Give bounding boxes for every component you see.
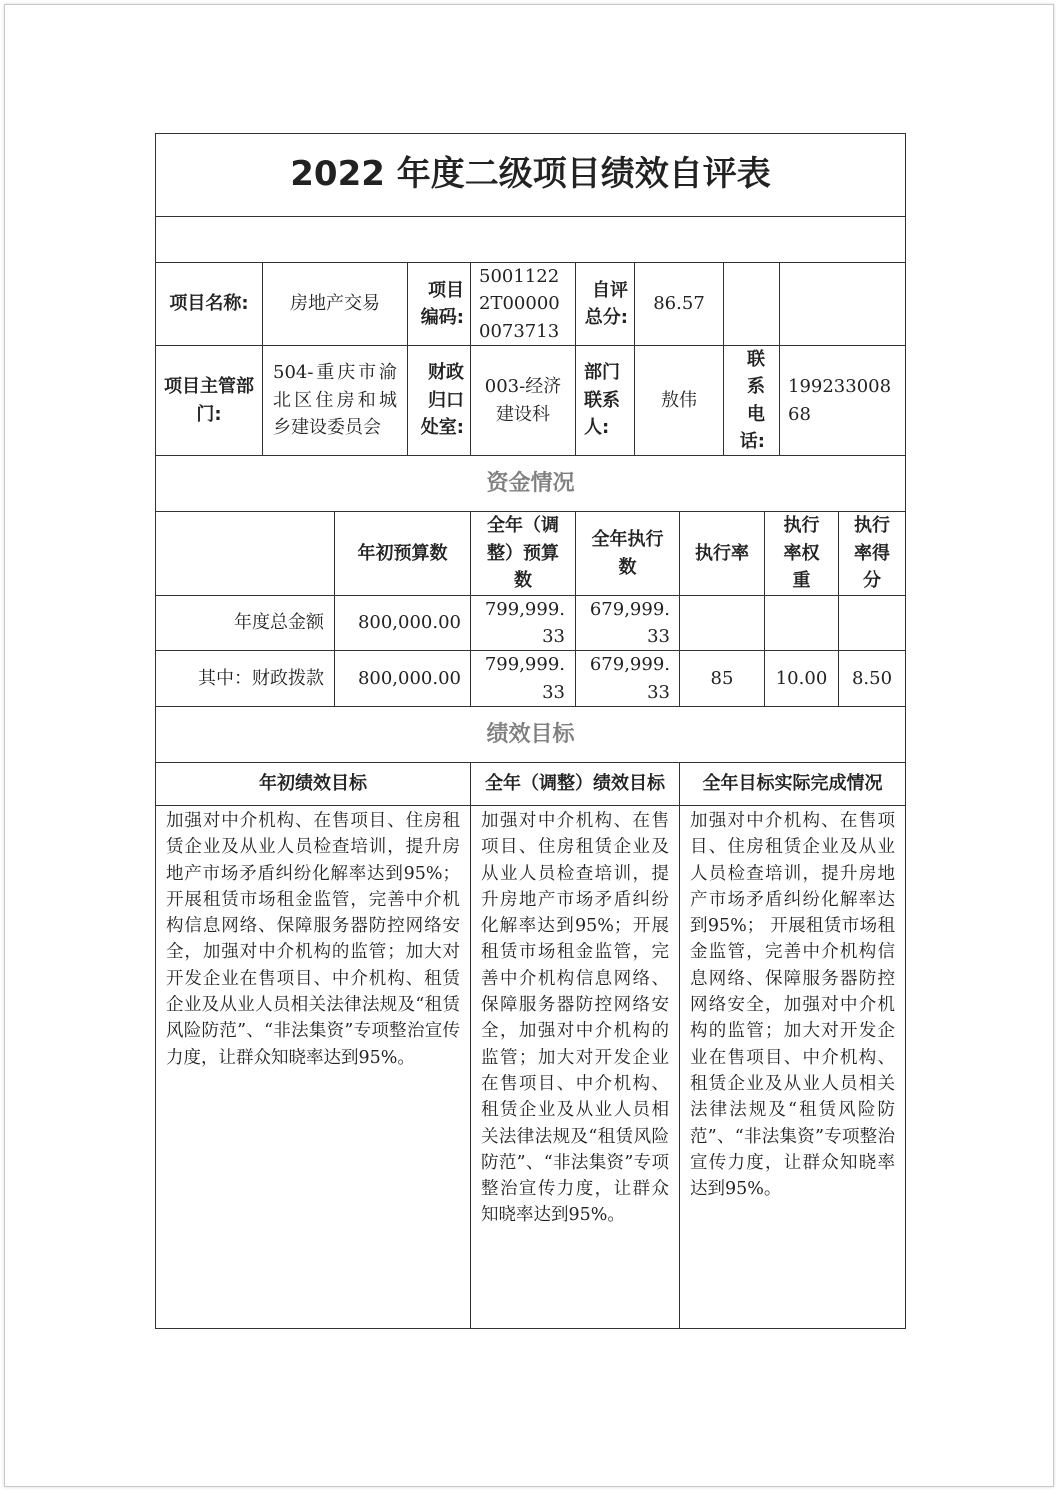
goals-section-title: 绩效目标: [486, 721, 575, 747]
finance-value: 003-经济建设科: [484, 376, 562, 425]
funds-row-executed: 679,999.33: [589, 654, 670, 703]
funds-row-adjusted: 799,999.33: [484, 598, 565, 647]
goals-actual-text: 加强对中介机构、在售项目、住房租赁企业及从业人员检查培训，提升房地产市场矛盾纠纷化解率达到95%； 开展租赁市场租金监管，完善中介机构信息网络、保障服务器防控网络安全，加强对中介机构的监管；加大对开发企业在售项目、中介机构、租赁企业及从业人员相关法律法规及“租赁风险防范”、“非法集资”专项整治宣传力度，让群众知晓率达到95%。: [690, 811, 895, 1200]
funds-row-score: [839, 596, 905, 650]
project-name-value: 房地产交易: [290, 293, 380, 315]
funds-row-rate: 85: [710, 667, 734, 689]
funds-header-rate: 执行率: [695, 542, 749, 564]
finance-label: 财政归口处室:: [420, 362, 464, 439]
goals-header-initial: 年初绩效目标: [259, 773, 367, 795]
contact-label: 部门联系人:: [584, 362, 620, 439]
goals-header-adjusted: 全年（调整）绩效目标: [485, 773, 665, 795]
funds-row-weight: [765, 596, 838, 650]
phone-label: 联系电话:: [739, 348, 765, 452]
dept-label: 项目主管部门:: [164, 376, 254, 425]
funds-row-initial: 800,000.00: [357, 667, 461, 689]
funds-row-initial: 800,000.00: [357, 612, 461, 634]
goals-adjusted-text: 加强对中介机构、在售项目、住房租赁企业及从业人员检查培训，提升房地产市场矛盾纠纷化解率达到95%；开展租赁市场租金监管，完善中介机构信息网络、保障服务器防控网络安全，加强对中介机构的监管；加大对开发企业在售项目、中介机构、租赁企业及从业人员相关法律法规及“租赁风险防范”、“非法集资”专项整治宣传力度，让群众知晓率达到95%。: [481, 811, 669, 1226]
score-label: 自评总分:: [584, 279, 628, 328]
funds-row-weight: 10.00: [775, 667, 828, 689]
project-code-label: 项目编码:: [420, 279, 464, 328]
funds-header-initial: 年初预算数: [357, 542, 448, 564]
funds-header-score: 执行率得分: [854, 515, 890, 592]
funds-row-adjusted: 799,999.33: [484, 654, 565, 703]
contact-value: 敖伟: [661, 389, 697, 411]
funds-section-title: 资金情况: [486, 470, 575, 496]
project-name-label: 项目名称:: [169, 293, 249, 315]
page-title: 2022 年度二级项目绩效自评表: [290, 154, 771, 195]
funds-header-weight: 执行率权重: [783, 515, 820, 592]
funds-row-score: 8.50: [851, 667, 893, 689]
score-value: 86.57: [653, 293, 705, 315]
funds-row-executed: 679,999.33: [589, 598, 670, 647]
dept-value: 504-重庆市渝北区住房和城乡建设委员会: [273, 362, 397, 439]
funds-row-label: 其中：财政拨款: [198, 667, 324, 689]
goals-header-actual: 全年目标实际完成情况: [702, 773, 883, 795]
funds-row-rate: [680, 596, 764, 650]
project-code-value: 50011222T000000073713: [479, 265, 560, 342]
phone-value: 19923300868: [788, 376, 892, 425]
funds-header-executed: 全年执行数: [591, 529, 664, 578]
goals-initial-text: 加强对中介机构、在售项目、住房租赁企业及从业人员检查培训，提升房地产市场矛盾纠纷化解率达到95%； 开展租赁市场租金监管，完善中介机构信息网络、保障服务器防控网络安全，加强对中介机构的监管；加大对开发企业在售项目、中介机构、租赁企业及从业人员相关法律法规及“租赁风险防范”、“非法集资”专项整治宣传力度，让群众知晓率达到95%。: [166, 811, 460, 1068]
funds-header-adjusted: 全年（调整）预算数: [487, 515, 559, 592]
funds-row-label: 年度总金额: [234, 612, 324, 634]
